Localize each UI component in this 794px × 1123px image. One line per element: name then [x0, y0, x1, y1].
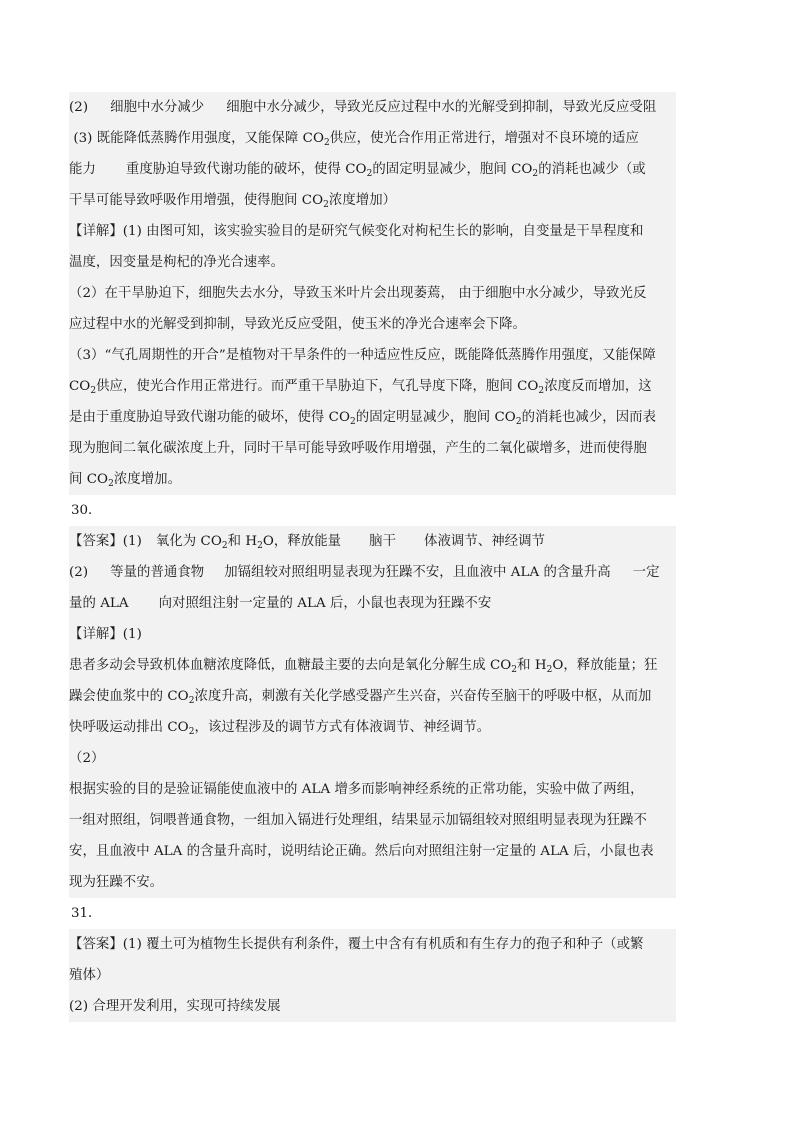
q31-block [69, 929, 676, 1022]
q30-detail-1-line2: 躁会使血浆中的 $CO_2$浓度升高，刺激有关化学感受器产生兴奋，兴奋传至脑干的呼吸中枢，从而加 [69, 689, 652, 706]
q29-answer-3-line1: (3) 既能降低蒸腾作用强度，又能保障 $CO_2$供应，使光合作用正常进行，增强对不良环境的适应 [73, 131, 639, 148]
q29-answer-2-num: (2) [69, 100, 89, 115]
q30-detail-2-head: （2） [69, 751, 105, 766]
q30-detail-head: 【详解】(1) [69, 627, 142, 642]
q29-detail-1-line1: 【详解】(1) 由图可知，该实验实验目的是研究气候变化对枸杞生长的影响，自变量是干旱程度和 [69, 224, 644, 239]
q30-detail-2-line2: 一组对照组，饲喂普通食物，一组加入镉进行处理组，结果显示加镉组较对照组明显表现为狂躁不 [69, 813, 647, 828]
q29-detail-2-line1: （2）在干旱胁迫下，细胞失去水分，导致玉米叶片会出现萎蔫， 由于细胞中水分减少，导致光反 [69, 286, 647, 301]
q29-detail-3-line2: $CO_2$供应，使光合作用正常进行。而严重干旱胁迫下，气孔导度下降，胞间 $CO_2$浓度反而增加，这 [69, 379, 652, 396]
q31-number: 31． [69, 898, 676, 929]
q29-answer-block [69, 92, 676, 495]
q30-number: 30． [69, 495, 676, 526]
q29-detail-3-line1: （3）“气孔周期性的开合”是植物对干旱条件的一种适应性反应，既能降低蒸腾作用强度，又能保障 [69, 348, 656, 363]
q30-answer-1: 【答案】(1) 氧化为 $CO_2$和 $H_2O$，释放能量 脑干 体液调节、神经调节 [69, 534, 545, 551]
q30-detail-2-line4: 现为狂躁不安。 [69, 875, 164, 890]
q30-block [69, 526, 676, 898]
answer-document [69, 92, 676, 1022]
q29-detail-3-line3: 是由于重度胁迫导致代谢功能的破坏，使得 $CO_2$的固定明显减少，胞间 $CO_2$的消耗也减少，因而表 [69, 410, 657, 427]
q30-detail-2-line3: 安，且血液中 ALA 的含量升高时，说明结论正确。然后向对照组注射一定量的 ALA 后，小鼠也表 [69, 844, 654, 859]
q29-detail-3-line4: 现为胞间二氧化碳浓度上升，同时干旱可能导致呼吸作用增强，产生的二氧化碳增多，进而使得胞 [69, 441, 647, 456]
q31-answer-line2: 殖体） [69, 968, 110, 983]
q29-answer-3-line2: 能力 重度胁迫导致代谢功能的破坏，使得 $CO_2$的固定明显减少，胞间 $CO_2$的消耗也减少（或 [69, 162, 646, 179]
q29-answer-2-part2: 细胞中水分减少，导致光反应过程中水的光解受到抑制，导致光反应受阻 [226, 100, 657, 115]
q30-detail-1-line3: 快呼吸运动排出 $CO_2$，该过程涉及的调节方式有体液调节、神经调节。 [69, 720, 491, 737]
q31-answer-line1: 【答案】(1) 覆土可为植物生长提供有利条件，覆土中含有有机质和有生存力的孢子和种子（或繁 [69, 937, 644, 952]
q30-detail-2-line1: 根据实验的目的是验证镉能使血液中的 ALA 增多而影响神经系统的正常功能，实验中做了两组， [69, 782, 644, 797]
q30-answer-2-line1: (2) 等量的普通食物 加镉组较对照组明显表现为狂躁不安，且血液中 ALA 的含量升高 一定 [69, 565, 660, 580]
q29-detail-1-line2: 温度，因变量是枸杞的净光合速率。 [69, 255, 285, 270]
q30-answer-2-line2: 量的 ALA 向对照组注射一定量的 ALA 后，小鼠也表现为狂躁不安 [69, 596, 492, 611]
q30-detail-1-line1: 患者多动会导致机体血糖浓度降低，血糖最主要的去向是氧化分解生成 $CO_2$和 $H_2O$，释放能量；狂 [69, 658, 658, 675]
q31-answer-2: (2) 合理开发利用，实现可持续发展 [69, 999, 281, 1014]
q29-answer-3-line3: 干旱可能导致呼吸作用增强，使得胞间 $CO_2$浓度增加） [69, 193, 397, 210]
q29-answer-2 [69, 92, 676, 123]
q29-detail-3-line5: 间 $CO_2$浓度增加。 [69, 472, 182, 489]
q29-answer-2-part1: 细胞中水分减少 [110, 100, 205, 115]
q29-detail-2-line2: 应过程中水的光解受到抑制，导致光反应受阻，使玉米的净光合速率会下降。 [69, 317, 526, 332]
